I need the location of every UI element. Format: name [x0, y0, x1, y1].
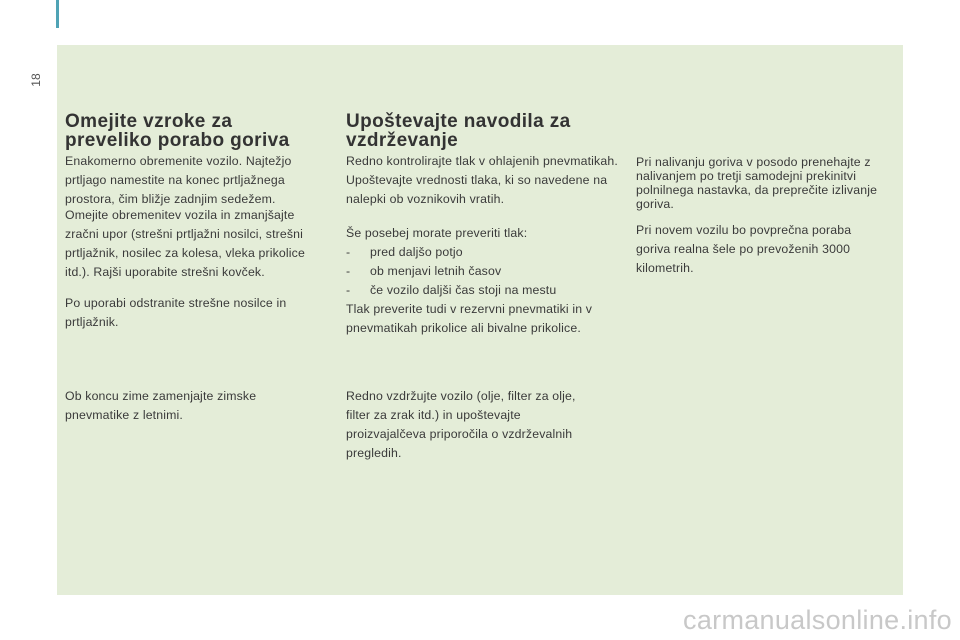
side-accent-bar [56, 0, 59, 28]
paragraph-new-vehicle: Pri novem vozilu bo povprečna poraba goriva realna šele po prevoženih 3000 kilometrih. [636, 223, 852, 275]
page-number: 18 [29, 73, 43, 87]
list-item [346, 281, 618, 300]
list-item [346, 243, 618, 262]
paragraph-check-pressure: Še posebej morate preveriti tlak: [346, 226, 528, 240]
paragraph-service-vehicle: Redno vzdržujte vozilo (olje, filter za olje, filter za zrak itd.) in upoštevajte proizvajalčeva priporočila o vzdrževalnih pregledih. [346, 389, 576, 460]
list-dash: - [346, 245, 351, 259]
paragraph-tyre-pressure: Redno kontrolirajte tlak v ohlajenih pnevmatikah. Upoštevajte vrednosti tlaka, ki so navedene na nalepki ob voznikovih vratih. [346, 154, 618, 206]
paragraph-remove-roof-rack: Po uporabi odstranite strešne nosilce in prtljažnik. [65, 296, 287, 329]
list-dash: - [346, 283, 351, 297]
list-item-text: če vozilo daljši čas stoji na mestu [370, 283, 557, 297]
watermark: carmanualsonline.info [683, 605, 952, 635]
heading-maintenance: Upoštevajte navodila za vzdrževanje [346, 111, 571, 151]
paragraph-load-vehicle: Enakomerno obremenite vozilo. Najtežjo prtljago namestite na konec prtljažnega prostora, čim bližje zadnjim sedežem. [65, 154, 292, 206]
list-dash: - [346, 264, 351, 278]
pressure-check-list [346, 243, 618, 300]
heading-fuel-consumption: Omejite vzroke za preveliko porabo goriva [65, 111, 290, 151]
list-item [346, 262, 618, 281]
paragraph-spare-tyre: Tlak preverite tudi v rezervni pnevmatiki in v pnevmatikah prikolice ali bivalne prikolice. [346, 302, 593, 335]
paragraph-winter-tyres: Ob koncu zime zamenjajte zimske pnevmatike z letnimi. [65, 389, 257, 422]
paragraph-air-resistance: Omejite obremenitev vozila in zmanjšajte zračni upor (strešni prtljažni nosilci, strešni prtljažnik, nosilec za kolesa, vleka prikolice itd.). Rajši uporabite strešni kovček. [65, 208, 305, 279]
list-item-text: pred daljšo potjo [370, 245, 463, 259]
list-item-text: ob menjavi letnih časov [370, 264, 502, 278]
paragraph-refuelling: Pri nalivanju goriva v posodo prenehajte z nalivanjem po tretji samodejni prekinitvi polnilnega nastavka, da preprečite izlivanje goriva. [636, 155, 878, 211]
